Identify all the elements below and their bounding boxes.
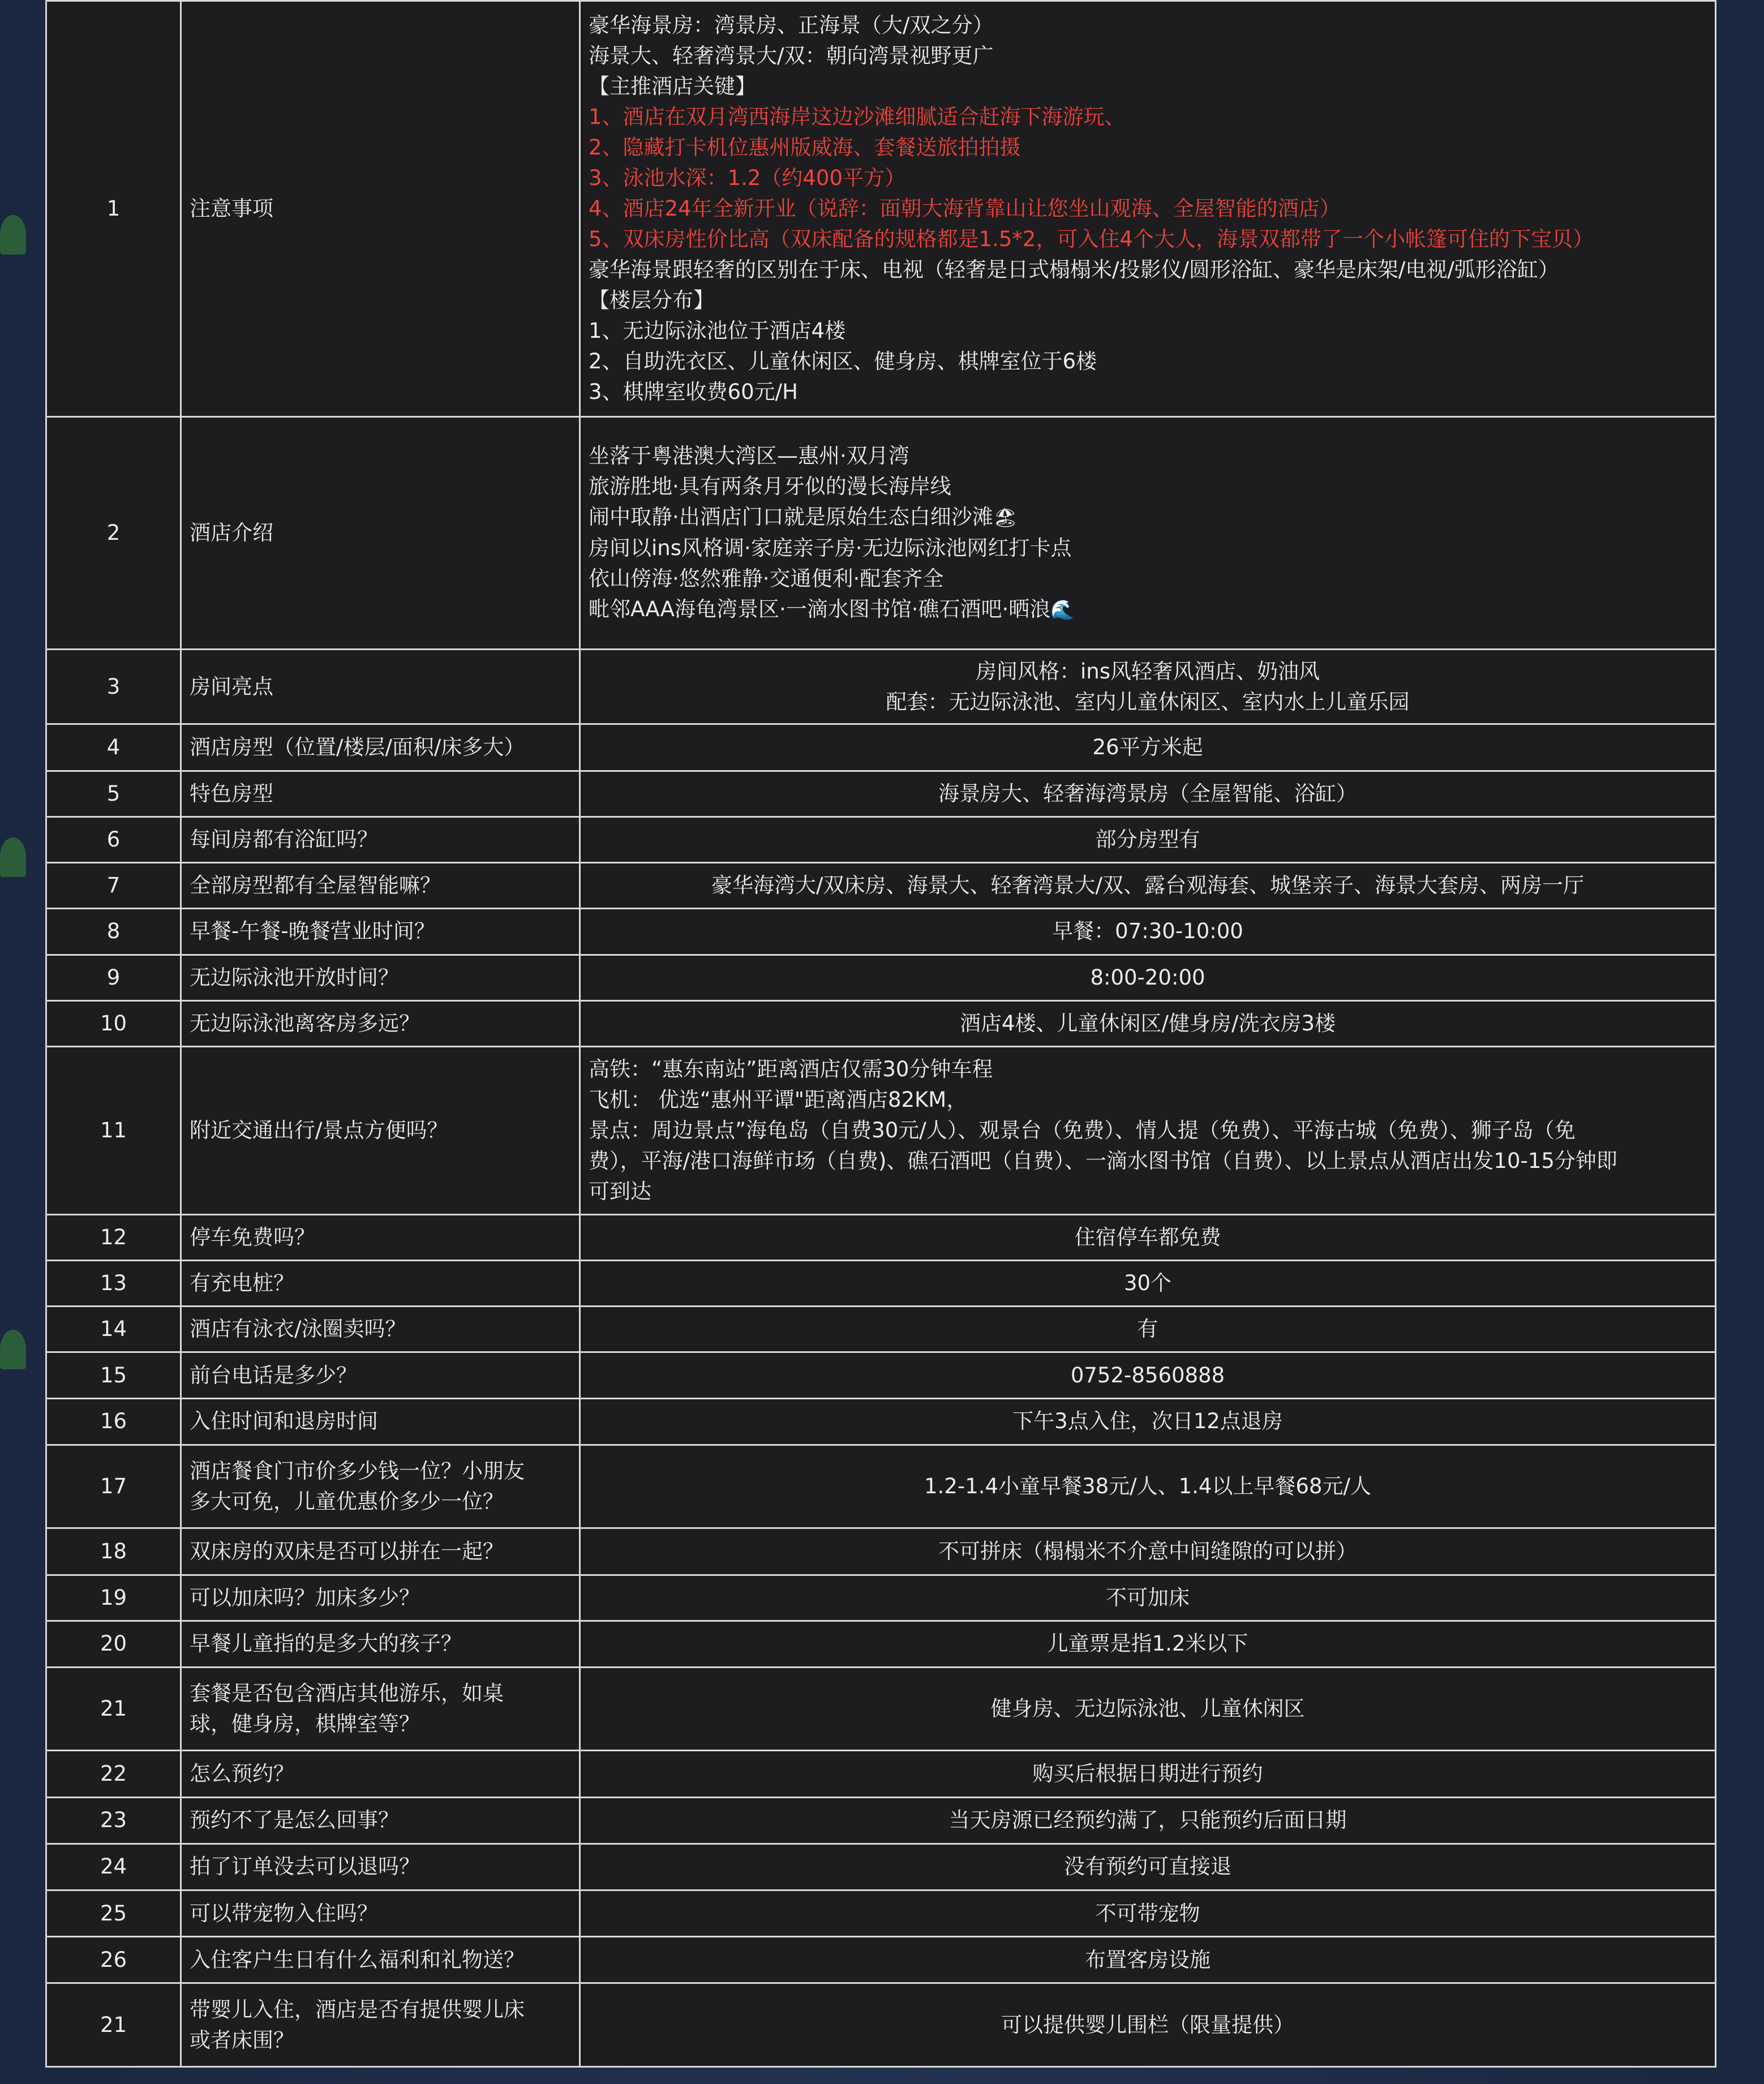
answer-line <box>589 10 1707 41</box>
answer-line <box>589 285 1707 316</box>
answer-text: 2、隐藏打卡机位惠州版威海、套餐送旅拍拍摄 <box>589 135 1021 160</box>
answer-cell <box>580 1575 1716 1621</box>
answer-line <box>589 346 1707 377</box>
table-row <box>46 909 1716 955</box>
answer-line <box>589 1268 1707 1299</box>
table-row <box>46 1937 1716 1983</box>
question-cell: 酒店有泳衣/泳圈卖吗？ <box>181 1307 580 1352</box>
answer-line <box>589 71 1707 102</box>
table-row <box>46 1621 1716 1667</box>
leaf-decoration-icon <box>0 215 26 255</box>
answer-text: 豪华海景跟轻奢的区别在于床、电视（轻奢是日式榻榻米/投影仪/圆形浴缸、豪华是床架/电视/弧形浴缸） <box>589 257 1559 282</box>
answer-line <box>589 132 1707 163</box>
answer-line <box>589 1805 1707 1836</box>
question-cell: 附近交通出行/景点方便吗？ <box>181 1047 580 1215</box>
row-number: 3 <box>46 650 181 724</box>
answer-line <box>589 1945 1707 1975</box>
answer-line <box>589 377 1707 407</box>
row-number: 9 <box>46 955 181 1000</box>
hotel-faq-table <box>45 0 1716 2068</box>
answer-text: 3、棋牌室收费60元/H <box>589 380 798 404</box>
question-cell: 注意事项 <box>181 1 580 417</box>
question-cell: 特色房型 <box>181 771 580 817</box>
answer-text: 有 <box>1137 1317 1158 1342</box>
answer-line <box>589 1360 1707 1391</box>
answer-text: 1.2-1.4小童早餐38元/人、1.4以上早餐68元/人 <box>924 1474 1371 1499</box>
question-cell: 房间亮点 <box>181 650 580 724</box>
answer-line <box>589 1694 1707 1724</box>
answer-line <box>589 1115 1707 1146</box>
row-number: 2 <box>46 417 181 650</box>
answer-text: 配套：无边际泳池、室内儿童休闲区、室内水上儿童乐园 <box>886 689 1410 714</box>
table-row <box>46 1983 1716 2067</box>
table-row <box>46 863 1716 909</box>
table-row <box>46 817 1716 862</box>
table-row <box>46 1445 1716 1528</box>
answer-text: 景点：周边景点”海龟岛（自费30元/人）、观景台（免费）、情人提（免费）、平海古城（免费）、狮子岛（免 <box>589 1118 1576 1142</box>
table-row <box>46 1890 1716 1937</box>
question-cell: 无边际泳池开放时间？ <box>181 955 580 1000</box>
answer-cell <box>580 417 1716 650</box>
question-line: 酒店餐食门市价多少钱一位？小朋友 <box>190 1459 525 1484</box>
answer-line <box>589 1406 1707 1437</box>
question-line: 带婴儿入住，酒店是否有提供婴儿床 <box>190 1997 525 2022</box>
row-number: 4 <box>46 724 181 771</box>
row-number: 10 <box>46 1000 181 1046</box>
answer-text: 购买后根据日期进行预约 <box>1032 1761 1263 1786</box>
answer-cell <box>580 1352 1716 1398</box>
answer-line <box>589 1085 1707 1115</box>
answer-text: 坐落于粤港澳大湾区—惠州·双月湾 <box>589 444 909 469</box>
answer-line <box>589 441 1707 471</box>
question-cell: 可以加床吗？加床多少？ <box>181 1575 580 1621</box>
question-cell: 全部房型都有全屋智能嘛？ <box>181 863 580 909</box>
answer-text: 健身房、无边际泳池、儿童休闲区 <box>990 1696 1305 1721</box>
answer-line <box>589 194 1707 224</box>
question-cell: 前台电话是多少？ <box>181 1352 580 1398</box>
row-number: 8 <box>46 909 181 955</box>
table-row <box>46 1797 1716 1844</box>
answer-text: 5、双床房性价比高（双床配备的规格都是1.5*2，可入住4个大人，海景双都带了一个小帐篷可住的下宝贝） <box>589 227 1594 251</box>
answer-line <box>589 1759 1707 1789</box>
answer-line <box>589 962 1707 993</box>
answer-text: 不可带宠物 <box>1095 1901 1200 1926</box>
answer-text: 布置客房设施 <box>1085 1947 1211 1972</box>
answer-line <box>589 224 1707 255</box>
table-row <box>46 1047 1716 1215</box>
question-cell: 酒店房型（位置/楼层/面积/床多大） <box>181 724 580 771</box>
table-row <box>46 1307 1716 1352</box>
answer-line <box>589 732 1707 763</box>
answer-cell <box>580 1621 1716 1667</box>
table-row <box>46 1398 1716 1445</box>
answer-text: 房间以ins风格调·家庭亲子房·无边际泳池网红打卡点 <box>589 536 1072 561</box>
answer-text: 【主推酒店关键】 <box>589 74 756 98</box>
answer-text: 豪华海景房：湾景房、正海景（大/双之分） <box>589 13 994 37</box>
answer-cell <box>580 771 1716 817</box>
question-cell: 每间房都有浴缸吗？ <box>181 817 580 862</box>
answer-text: 高铁：“惠东南站”距离酒店仅需30分钟车程 <box>589 1056 993 1081</box>
answer-line <box>589 41 1707 71</box>
answer-line <box>589 1851 1707 1882</box>
answer-text: 豪华海湾大/双床房、海景大、轻奢湾景大/双、露台观海套、城堡亲子、海景大套房、两房一厅 <box>711 873 1584 898</box>
answer-cell <box>580 1751 1716 1797</box>
row-number: 13 <box>46 1261 181 1307</box>
answer-line <box>589 594 1707 625</box>
question-cell <box>181 1983 580 2067</box>
answer-line <box>589 1471 1707 1502</box>
answer-line <box>589 163 1707 194</box>
answer-text: 儿童票是指1.2米以下 <box>1047 1631 1248 1656</box>
answer-text: 飞机： 优选“惠州平谭"距离酒店82KM， <box>589 1087 968 1112</box>
answer-cell <box>580 955 1716 1000</box>
table-row <box>46 1000 1716 1046</box>
question-cell: 怎么预约？ <box>181 1751 580 1797</box>
answer-text: 3、泳池水深：1.2（约400平方） <box>589 166 906 190</box>
answer-text: 闹中取静·出酒店门口就是原始生态白细沙滩 <box>589 505 993 530</box>
answer-text: 房间风格：ins风轻奢风酒店、奶油风 <box>975 659 1320 684</box>
answer-text: 海景房大、轻奢海湾景房（全屋智能、浴缸） <box>938 781 1357 806</box>
row-number: 14 <box>46 1307 181 1352</box>
table-row <box>46 1751 1716 1797</box>
answer-cell <box>580 1261 1716 1307</box>
answer-line <box>589 316 1707 346</box>
answer-text: 酒店4楼、儿童休闲区/健身房/洗衣房3楼 <box>959 1011 1336 1035</box>
row-number: 11 <box>46 1047 181 1215</box>
answer-line <box>589 564 1707 594</box>
table-row <box>46 955 1716 1000</box>
question-cell <box>181 1667 580 1750</box>
answer-line <box>589 2010 1707 2040</box>
question-cell: 入住客户生日有什么福利和礼物送？ <box>181 1937 580 1983</box>
answer-text: 费），平海/港口海鲜市场（自费)、礁石酒吧（自费）、一滴水图书馆（自费）、以上景点从酒店出发10-15分钟即 <box>589 1148 1617 1173</box>
answer-cell <box>580 1445 1716 1528</box>
question-cell: 早餐-午餐-晚餐营业时间？ <box>181 909 580 955</box>
answer-text: 旅游胜地·具有两条月牙似的漫长海岸线 <box>589 474 951 499</box>
answer-text: 26平方米起 <box>1092 735 1203 760</box>
answer-cell <box>580 1844 1716 1890</box>
table-row <box>46 1528 1716 1575</box>
answer-cell <box>580 650 1716 724</box>
question-cell: 预约不了是怎么回事？ <box>181 1797 580 1844</box>
answer-line <box>589 102 1707 132</box>
row-number: 5 <box>46 771 181 817</box>
answer-cell <box>580 1937 1716 1983</box>
answer-line <box>589 533 1707 564</box>
answer-text: 住宿停车都免费 <box>1074 1224 1221 1249</box>
answer-cell <box>580 724 1716 771</box>
row-number: 25 <box>46 1890 181 1937</box>
answer-line <box>589 779 1707 809</box>
row-number: 15 <box>46 1352 181 1398</box>
answer-cell <box>580 1890 1716 1937</box>
row-number: 21 <box>46 1983 181 2067</box>
answer-text: 部分房型有 <box>1095 827 1200 852</box>
table-row <box>46 1667 1716 1750</box>
row-number: 26 <box>46 1937 181 1983</box>
answer-text: 4、酒店24年全新开业（说辞：面朝大海背靠山让您坐山观海、全屋智能的酒店） <box>589 196 1341 221</box>
question-line: 或者床围？ <box>190 2027 294 2052</box>
answer-text: 不可加床 <box>1106 1585 1190 1610</box>
answer-cell <box>580 1797 1716 1844</box>
answer-cell <box>580 863 1716 909</box>
question-cell: 酒店介绍 <box>181 417 580 650</box>
answer-cell <box>580 1 1716 417</box>
question-line: 套餐是否包含酒店其他游乐，如桌 <box>190 1681 504 1706</box>
leaf-decoration-icon <box>0 1330 26 1369</box>
answer-text: 2、自助洗衣区、儿童休闲区、健身房、棋牌室位于6楼 <box>589 349 1097 373</box>
row-number: 21 <box>46 1667 181 1750</box>
answer-text: 当天房源已经预约满了，只能预约后面日期 <box>948 1808 1347 1833</box>
answer-line <box>589 916 1707 947</box>
table-row <box>46 1214 1716 1260</box>
question-cell: 有充电桩？ <box>181 1261 580 1307</box>
row-number: 12 <box>46 1214 181 1260</box>
answer-text: 下午3点入住，次日12点退房 <box>1012 1409 1283 1434</box>
row-number: 20 <box>46 1621 181 1667</box>
answer-text: 0752-8560888 <box>1070 1363 1225 1387</box>
answer-text: 海景大、轻奢湾景大/双：朝向湾景视野更广 <box>589 44 994 68</box>
question-cell: 双床房的双床是否可以拼在一起？ <box>181 1528 580 1575</box>
answer-text: 1、酒店在双月湾西海岸这边沙滩细腻适合赶海下海游玩、 <box>589 105 1126 129</box>
table-row <box>46 650 1716 724</box>
row-number: 18 <box>46 1528 181 1575</box>
table-row <box>46 1352 1716 1398</box>
answer-line <box>589 1146 1707 1176</box>
table-row <box>46 771 1716 817</box>
leaf-decoration-icon <box>0 837 26 877</box>
answer-cell <box>580 1214 1716 1260</box>
wave-icon: 🌊 <box>1050 599 1075 622</box>
answer-line <box>589 1008 1707 1039</box>
answer-text: 可以提供婴儿围栏（限量提供） <box>1001 2012 1294 2037</box>
answer-cell <box>580 1047 1716 1215</box>
row-number: 19 <box>46 1575 181 1621</box>
table-row <box>46 417 1716 650</box>
row-number: 22 <box>46 1751 181 1797</box>
answer-line <box>589 1628 1707 1659</box>
question-cell: 拍了订单没去可以退吗？ <box>181 1844 580 1890</box>
answer-line <box>589 1583 1707 1613</box>
row-number: 17 <box>46 1445 181 1528</box>
table-row <box>46 1575 1716 1621</box>
answer-text: 不可拼床（榻榻米不介意中间缝隙的可以拼） <box>938 1539 1357 1563</box>
beach-umbrella-icon: 🏖 <box>993 506 1018 530</box>
row-number: 1 <box>46 1 181 417</box>
answer-line <box>589 471 1707 502</box>
answer-text: 依山傍海·悠然雅静·交通便利·配套齐全 <box>589 566 944 591</box>
table-row <box>46 1844 1716 1890</box>
answer-text: 30个 <box>1123 1271 1172 1296</box>
table-row <box>46 1261 1716 1307</box>
answer-text: 早餐：07:30-10:00 <box>1052 919 1243 944</box>
answer-text: 毗邻AAA海龟湾景区·一滴水图书馆·礁石酒吧·晒浪 <box>589 597 1051 622</box>
answer-line <box>589 1176 1707 1207</box>
table-row <box>46 1 1716 417</box>
answer-line <box>589 1222 1707 1253</box>
answer-text: 1、无边际泳池位于酒店4楼 <box>589 319 846 343</box>
answer-text: 8:00-20:00 <box>1090 965 1205 990</box>
answer-line <box>589 1054 1707 1085</box>
answer-cell <box>580 1667 1716 1750</box>
question-line: 球，健身房，棋牌室等？ <box>190 1712 420 1737</box>
row-number: 23 <box>46 1797 181 1844</box>
row-number: 6 <box>46 817 181 862</box>
answer-line <box>589 1314 1707 1344</box>
answer-line <box>589 502 1707 533</box>
question-cell: 早餐儿童指的是多大的孩子？ <box>181 1621 580 1667</box>
answer-cell <box>580 1398 1716 1445</box>
answer-line <box>589 824 1707 855</box>
answer-cell <box>580 1307 1716 1352</box>
answer-line <box>589 1536 1707 1567</box>
question-line: 多大可免，儿童优惠价多少一位？ <box>190 1489 504 1514</box>
answer-cell <box>580 1528 1716 1575</box>
row-number: 24 <box>46 1844 181 1890</box>
answer-cell <box>580 909 1716 955</box>
answer-cell <box>580 817 1716 862</box>
faq-table-body <box>46 1 1716 2067</box>
question-cell: 停车免费吗？ <box>181 1214 580 1260</box>
row-number: 7 <box>46 863 181 909</box>
answer-line <box>589 656 1707 687</box>
question-cell: 无边际泳池离客房多远？ <box>181 1000 580 1046</box>
row-number: 16 <box>46 1398 181 1445</box>
answer-line <box>589 255 1707 285</box>
answer-text: 【楼层分布】 <box>589 288 714 312</box>
answer-cell <box>580 1983 1716 2067</box>
answer-line <box>589 687 1707 717</box>
answer-line <box>589 1898 1707 1929</box>
answer-text: 没有预约可直接退 <box>1064 1854 1231 1879</box>
table-row <box>46 724 1716 771</box>
question-cell: 入住时间和退房时间 <box>181 1398 580 1445</box>
answer-line <box>589 870 1707 901</box>
answer-text: 可到达 <box>589 1179 651 1204</box>
question-cell <box>181 1445 580 1528</box>
answer-cell <box>580 1000 1716 1046</box>
question-cell: 可以带宠物入住吗？ <box>181 1890 580 1937</box>
